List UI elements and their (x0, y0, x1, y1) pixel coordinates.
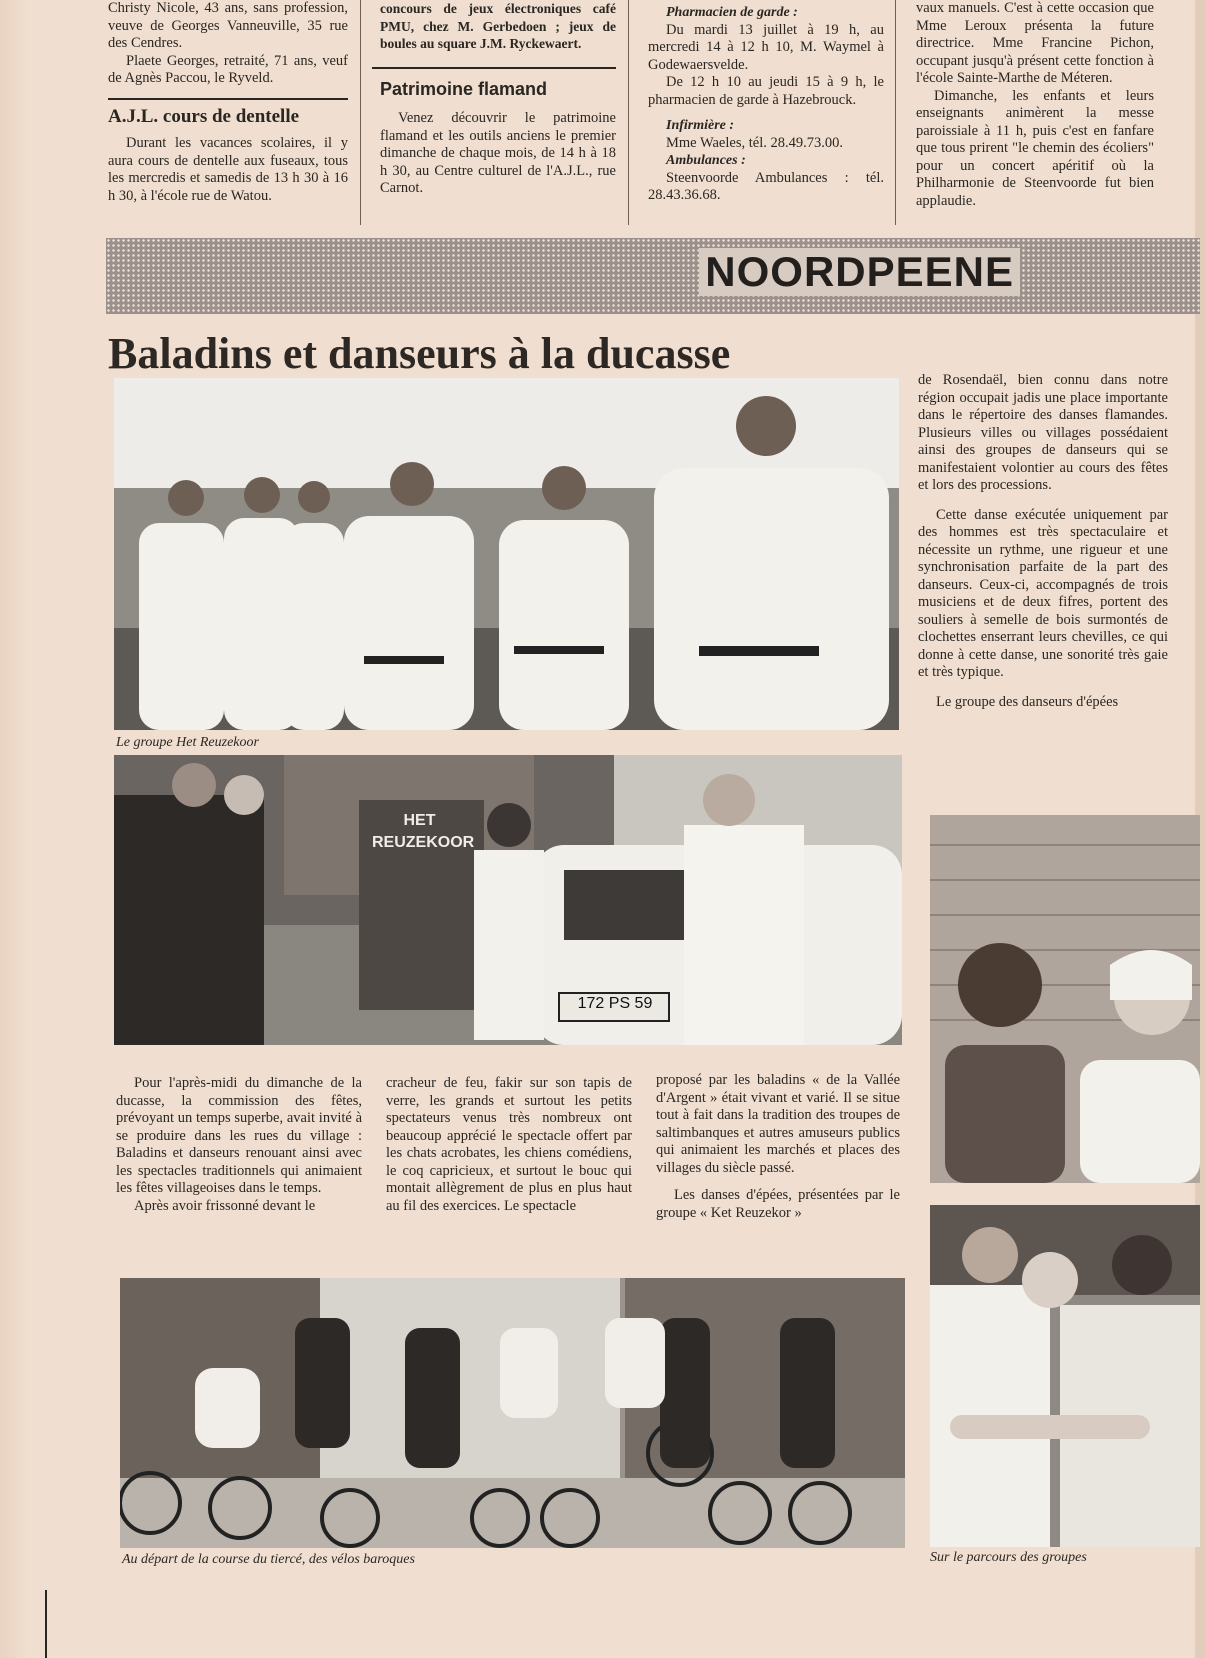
paragraph: de Rosendaël, bien connu dans notre région occupait jadis une place importante dans le répertoire des danses flamandes. Plusieurs villes ou villages possédaient ainsi des groupes de danseurs qui se manifestaient volontier au cours des fêtes et lors des processions. (918, 372, 1168, 493)
paragraph: Le groupe des danseurs d'épées (936, 693, 1119, 710)
paragraph: Pour l'après-midi du dimanche de la ducasse, la commission des fêtes, prévoyant un temps superbe, avait invité à se produire dans les rues du village : Baladins et danseurs renouant ainsi avec les spectacles traditionnels qui animaient les fêtes villageoises dans le temps. (116, 1075, 362, 1196)
top-column-2 (380, 0, 616, 198)
sub-heading: Ambulances : (666, 153, 746, 168)
paragraph: proposé par les baladins « de la Vallée d'Argent » était vivant et varié. Il se situe tout à fait dans la tradition des troupes de saltimbanques et autres amuseurs publics qui animaient les marchés et places des villages du siècle passé. (656, 1072, 900, 1176)
photo-caption: Au départ de la course du tiercé, des vélos baroques (122, 1552, 415, 1567)
photo-bicycles (120, 1278, 905, 1548)
text-line: Christy Nicole, 43 ans, sans profession, veuve de Georges Vanneuville, 35 rue des Cendres. (108, 0, 348, 51)
photo-caption: Le groupe Het Reuzekoor (116, 735, 259, 750)
photo-groups (930, 1205, 1200, 1547)
top-column-3 (648, 4, 884, 205)
top-column-1 (108, 0, 348, 205)
paragraph: Durant les vacances scolaires, il y aura cours de dentelle aux fuseaux, tous les mercredis et samedis de 13 h 30 à 16 h 30, à l'école rue de Watou. (108, 135, 348, 204)
article-column-3 (656, 1072, 900, 1222)
photo-musicians (114, 755, 902, 1045)
paper-edge (0, 0, 30, 1658)
paragraph: Les danses d'épées, présentées par le groupe « Ket Reuzekor » (656, 1187, 900, 1221)
paragraph: Venez découvrir le patrimoine flamand et les outils anciens le premier dimanche de chaque mois, de 14 h à 18 h 30, au Centre culturel de l'A.J.L., rue Carnot. (380, 110, 616, 196)
column-divider (628, 0, 629, 225)
section-banner (106, 238, 1200, 314)
page-edge-rule (45, 1590, 47, 1658)
top-column-4 (916, 0, 1154, 210)
article-column-1 (116, 1075, 362, 1215)
photo-banner-text: HET REUZEKOOR (372, 812, 475, 851)
right-column (918, 372, 1168, 711)
paragraph: vaux manuels. C'est à cette occasion que Mme Leroux présenta la future directrice. Mme Francine Pichon, occupant jusqu'à présent cette fonction à l'école Sainte-Marthe de Méteren. (916, 0, 1154, 86)
article-headline: Baladins et danseurs à la ducasse (108, 329, 731, 378)
sub-heading: Infirmière : (666, 118, 735, 133)
text-line: concours de jeux électroniques café PMU, chez M. Gerbedoen ; jeux de boules au square J.M. Ryckewaert. (380, 1, 616, 51)
column-divider (360, 0, 361, 225)
photo-children (930, 815, 1200, 1183)
photo-dancers (114, 378, 899, 730)
paragraph: Dimanche, les enfants et leurs enseignants animèrent la messe paroissiale à 11 h, puis c'est en fanfare que tous prirent "le chemin des écoliers" pour un concert apéritif où la Philharmonie de Steenvoorde fut bien applaudie. (916, 87, 1154, 209)
paragraph: Cette danse exécutée uniquement par des hommes est très spectaculaire et nécessite un rythme, une rigueur et une synchronisation parfaite de la part des danseurs. Ceux-ci, accompagnés de trois musiciens et de deux fifres, portent des souliers à semelle de bois surmontés de clochettes enserrant leurs chevilles, ce qui donne à cette danse, une sonorité très gaie et très typique. (918, 506, 1168, 680)
license-plate-text: 172 PS 59 (577, 995, 653, 1012)
paragraph: Du mardi 13 juillet à 19 h, au mercredi 14 à 12 h 10, M. Waymel à Godewaersvelde. (648, 21, 884, 73)
paragraph: cracheur de feu, fakir sur son tapis de verre, les grands et surtout les petits spectateurs venus très nombreux ont beaucoup apprécié le spectacle offert par les chats acrobates, les chiens comédiens, le coq capricieux, et surtout le bouc qui montait allègrement de plus en plus haut au fil des exercices. Le spectacle (386, 1075, 632, 1214)
section-heading: A.J.L. cours de dentelle (108, 105, 300, 127)
article-column-2 (386, 1075, 632, 1215)
paragraph: Mme Waeles, tél. 28.49.73.00. (666, 134, 843, 151)
divider (108, 98, 348, 100)
section-banner-title: NOORDPEENE (699, 248, 1020, 296)
paragraph: De 12 h 10 au jeudi 15 à 9 h, le pharmacien de garde à Hazebrouck. (648, 74, 884, 108)
text-line: Plaete Georges, retraité, 71 ans, veuf de Agnès Paccou, le Ryveld. (108, 52, 348, 86)
column-divider (895, 0, 896, 225)
divider (372, 67, 616, 69)
photo-caption: Sur le parcours des groupes (930, 1550, 1087, 1565)
paragraph: Steenvoorde Ambulances : tél. 28.43.36.68. (648, 169, 884, 203)
paragraph: Après avoir frissonné devant le (134, 1197, 316, 1214)
section-heading: Patrimoine flamand (380, 78, 548, 99)
sub-heading: Pharmacien de garde : (666, 5, 798, 20)
